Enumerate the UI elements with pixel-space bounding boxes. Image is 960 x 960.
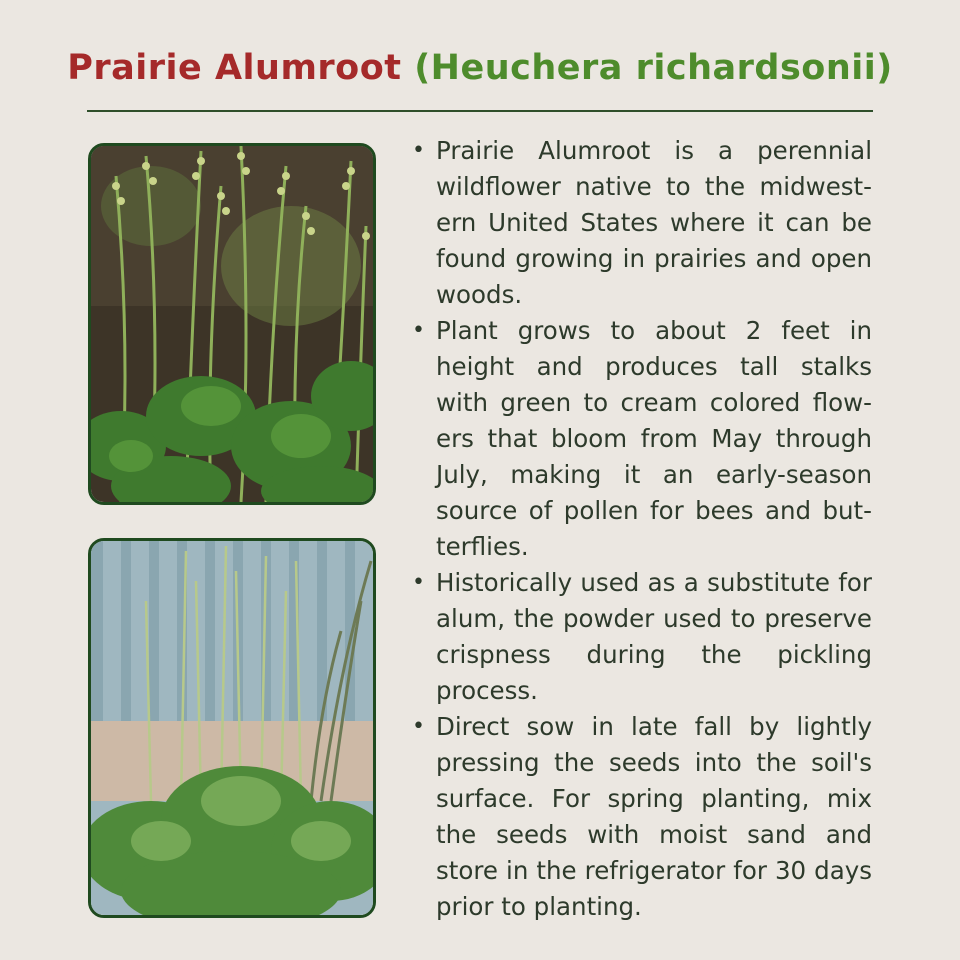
fact-list [410, 133, 872, 925]
common-name: Prairie Alumroot [67, 48, 402, 88]
list-item: • Historically used as a substitute for alum, the powder used to preserve crispness during the pickling process. [410, 565, 872, 709]
list-item: • Prairie Alumroot is a perennial wildflower native to the midwestern United States where it can be found growing in prairies and open woods. [410, 133, 872, 313]
scientific-name: (Heuchera richardsonii) [414, 48, 893, 88]
title-divider [87, 110, 873, 112]
photo-plant-by-wall [88, 538, 376, 918]
list-item: • Direct sow in late fall by lightly pressing the seeds into the soil's surface. For spring planting, mix the seeds with moist sand and store in the refrigerator for 30 days prior to planting. [410, 709, 872, 925]
bullet-icon: • [412, 318, 425, 343]
photo-stalks-closeup [88, 143, 376, 505]
list-item: • Plant grows to about 2 feet in height and produces tall stalks with green to cream colored flowers that bloom from May through July, making it an early-season source of pollen for bees and butterflies. [410, 313, 872, 565]
bullet-icon: • [412, 714, 425, 739]
page-title [0, 48, 960, 88]
bullet-icon: • [412, 570, 425, 595]
bullet-icon: • [412, 138, 425, 163]
